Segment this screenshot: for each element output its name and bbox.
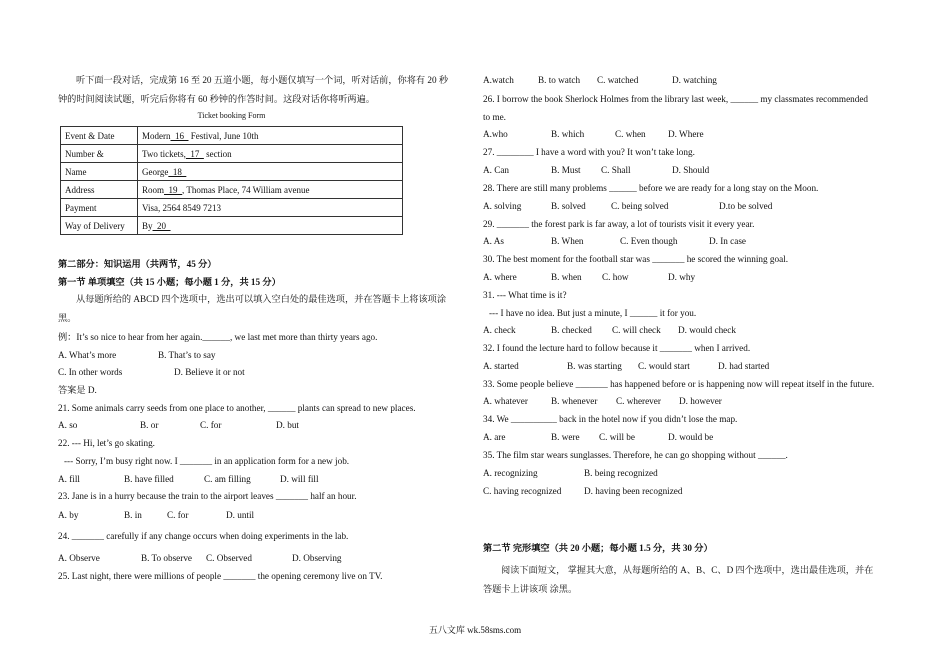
q29-option: D. In case [709,236,746,246]
table-value-text: Visa, 2564 8549 7213 [142,202,221,213]
q29-option: A. As [483,236,504,246]
table-key-cell: Event & Date [61,127,138,145]
q30-option: D. why [668,272,696,282]
example-option-c: C. In other words [58,367,123,377]
q34-option: B. were [551,432,580,442]
question-23: 23. Jane is in a hurry because the train to the airport leaves _______ half an hour. [58,491,357,501]
table-value-cell [138,217,403,235]
q28-option: B. solved [551,201,586,211]
q23-option: A. by [58,510,79,520]
q22-option: C. am filling [204,474,251,484]
q25-option: C. watched [597,75,639,85]
section2-desc-line1: 阅读下面短文， 掌握其大意，从每题所给的 A、B、C、D 四个选项中，选出最佳选项，并在 [501,565,874,575]
q30-option: C. how [602,272,629,282]
table-key-cell: Address [61,181,138,199]
table-value-text: Modern [142,130,171,141]
q21-option: D. but [276,420,299,430]
q34-option: D. would be [668,432,714,442]
listening-intro-line2: 钟的时间阅读试题，听完后你将有 60 秒钟的作答时间。这段对话你将听两遍。 [58,94,375,104]
part2-title: 第二部分：知识运用（共两节，45 分） [58,259,217,269]
q34-option: C. will be [599,432,635,442]
table-value-suffix: section [203,148,232,159]
section1-desc-line2: 黑。 [58,313,77,323]
q30-option: A. where [483,272,517,282]
section1-title: 第一节 单项填空（共 15 小题；每小题 1 分，共 15 分） [58,277,281,287]
table-value-suffix: Festival, June 10th [188,130,259,141]
q22-option: A. fill [58,474,80,484]
question-29: 29. _______ the forest park is far away, a lot of tourists visit it every year. [483,219,755,229]
question-22-line2: --- Sorry, I’m busy right now. I _______ in an application form for a new job. [64,456,350,466]
table-row [61,217,403,235]
question-25: 25. Last night, there were millions of people _______ the opening ceremony live on TV. [58,571,383,581]
q24-option: B. To observe [141,553,192,563]
q26-option: B. which [551,129,585,139]
q32-option: A. started [483,361,519,371]
section2-desc-line2: 答题卡上讲该项 涂黑。 [483,584,578,594]
q27-option: B. Must [551,165,581,175]
question-24: 24. _______ carefully if any change occurs when doing experiments in the lab. [58,531,349,541]
table-row [61,127,403,145]
q24-option: D. Observing [292,553,342,563]
q24-option: A. Observe [58,553,100,563]
table-value-cell [138,145,403,163]
q27-option: D. Should [672,165,710,175]
example-option-d: D. Believe it or not [174,367,245,377]
question-31-line1: 31. --- What time is it? [483,290,567,300]
answer-blank: 18 [168,166,187,177]
q23-option: D. until [226,510,255,520]
q24-option: C. Observed [206,553,252,563]
q22-option: B. have filled [124,474,174,484]
table-key-cell: Number & [61,145,138,163]
question-26-line2: to me. [483,112,506,122]
table-value-text: By [142,220,153,231]
q28-option: D.to be solved [719,201,773,211]
q35-option: B. being recognized [584,468,658,478]
q28-option: A. solving [483,201,522,211]
q21-option: A. so [58,420,78,430]
question-34: 34. We __________ back in the hotel now if you didn’t lose the map. [483,414,738,424]
table-key-cell: Name [61,163,138,181]
q26-option: C. when [615,129,646,139]
question-31-line2: --- I have no idea. But just a minute, I ______ it for you. [489,308,697,318]
q32-option: C. would start [638,361,690,371]
answer-blank: 19 [164,184,183,195]
section1-desc-line1: 从每题所给的 ABCD 四个选项中，选出可以填入空白处的最佳选项，并在答题卡上将该项涂 [76,294,447,304]
question-33: 33. Some people believe _______ has happened before or is happening now will repeat itself in the future. [483,379,875,389]
q35-option: A. recognizing [483,468,538,478]
ticket-booking-table [60,126,403,235]
q23-option: C. for [167,510,189,520]
page-footer: 五八文库 wk.58sms.com [428,625,522,635]
q22-option: D. will fill [280,474,319,484]
table-value-text: George [142,166,169,177]
q32-option: B. was starting [567,361,622,371]
table-value-suffix: , Thomas Place, 74 William avenue [182,184,310,195]
q29-option: B. When [551,236,584,246]
q23-option: B. in [124,510,142,520]
q21-option: C. for [200,420,222,430]
q32-option: D. had started [718,361,770,371]
question-32: 32. I found the lecture hard to follow because it _______ when I arrived. [483,343,751,353]
example-question: 例：It’s so nice to hear from her again.______, we last met more than thirty years ago. [58,332,378,342]
question-28: 28. There are still many problems ______ before we are ready for a long stay on the Moon. [483,183,819,193]
question-21: 21. Some animals carry seeds from one place to another, ______ plants can spread to new places. [58,403,416,413]
q31-option: B. checked [551,325,592,335]
q31-option: D. would check [678,325,736,335]
q26-option: A.who [483,129,508,139]
answer-blank: 20 [152,220,171,231]
q31-option: A. check [483,325,516,335]
q25-option: B. to watch [538,75,581,85]
table-row [61,181,403,199]
question-26-line1: 26. I borrow the book Sherlock Holmes from the library last week, ______ my classmates recommended [483,94,869,104]
q35-option: D. having been recognized [584,486,683,496]
table-key-cell: Payment [61,199,138,217]
table-row [61,163,403,181]
q30-option: B. when [551,272,582,282]
q35-option: C. having recognized [483,486,562,496]
q33-option: A. whatever [483,396,528,406]
question-27: 27. ________ I have a word with you? It won’t take long. [483,147,695,157]
listening-intro-line1: 听下面一段对话，完成第 16 至 20 五道小题，每小题仅填写一个词，听对话前，你将有 20 秒 [76,75,449,85]
q33-option: C. wherever [616,396,661,406]
answer-blank: 16 [170,130,189,141]
q28-option: C. being solved [611,201,669,211]
table-row [61,199,403,217]
table-value-text: Two tickets, [142,148,186,159]
table-value-text: Room [142,184,165,195]
example-answer: 答案是 D. [58,385,97,395]
q33-option: B. whenever [551,396,598,406]
section2-title: 第二节 完形填空（共 20 小题；每小题 1.5 分，共 30 分） [483,543,713,553]
question-30: 30. The best moment for the football star was _______ he scored the winning goal. [483,254,788,264]
q27-option: A. Can [483,165,510,175]
q21-option: B. or [140,420,159,430]
example-option-b: B. That’s to say [158,350,216,360]
q26-option: D. Where [668,129,704,139]
q34-option: A. are [483,432,506,442]
table-title: Ticket booking Form [197,111,266,120]
q33-option: D. however [679,396,722,406]
answer-blank: 17 [185,148,204,159]
table-value-cell [138,181,403,199]
table-value-cell [138,199,403,217]
q25-option: D. watching [672,75,717,85]
table-value-cell [138,127,403,145]
example-option-a: A. What’s more [58,350,117,360]
q27-option: C. Shall [601,165,631,175]
table-row [61,145,403,163]
question-35: 35. The film star wears sunglasses. Therefore, he can go shopping without ______. [483,450,788,460]
q25-option: A.watch [483,75,514,85]
q29-option: C. Even though [620,236,678,246]
question-22-line1: 22. --- Hi, let’s go skating. [58,438,155,448]
table-key-cell: Way of Delivery [61,217,138,235]
table-value-cell [138,163,403,181]
q31-option: C. will check [612,325,661,335]
